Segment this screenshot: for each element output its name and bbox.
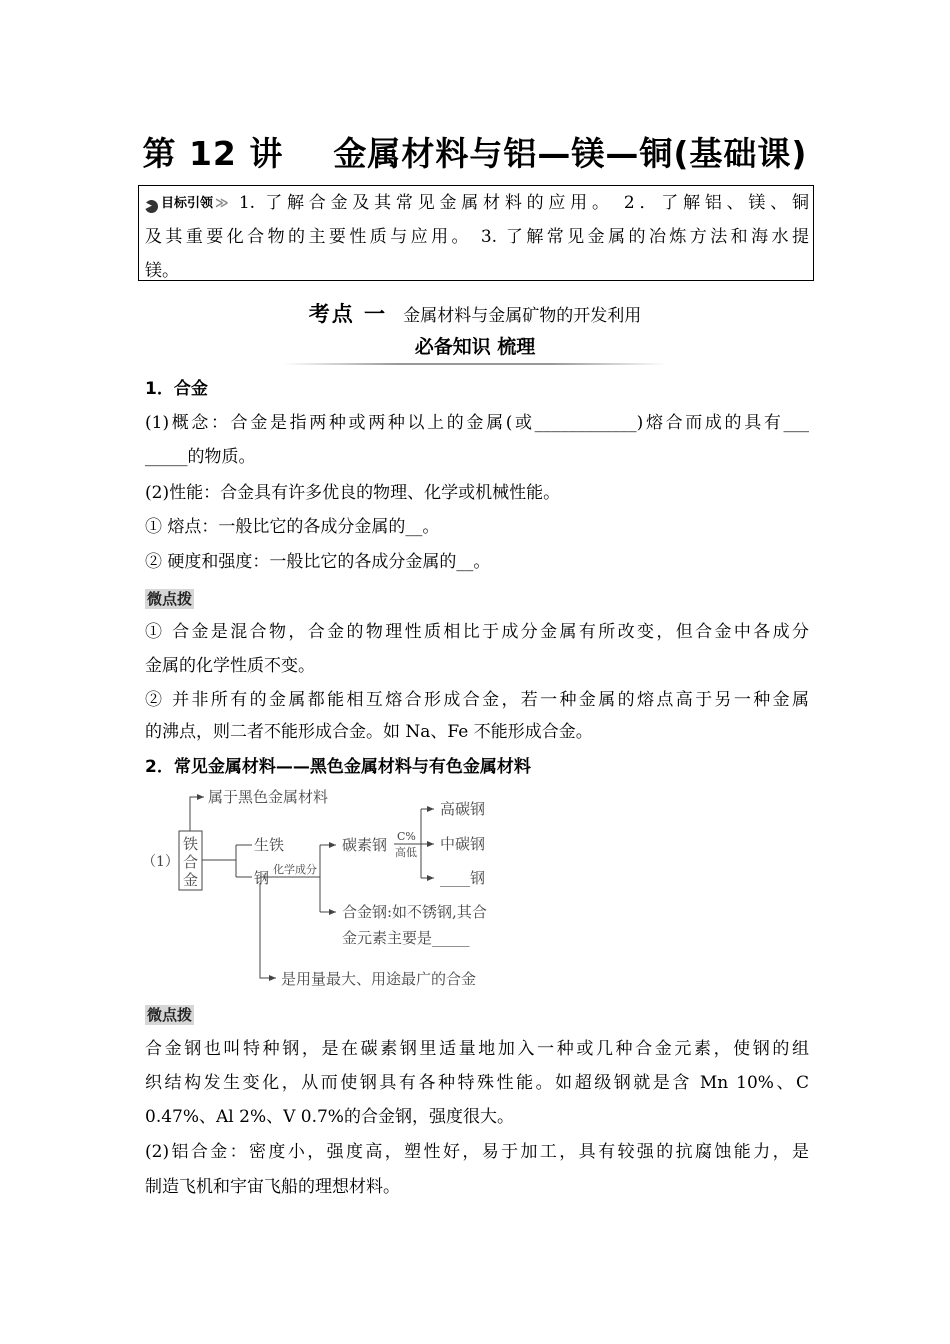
high-carbon-label: 高碳钢 [440,800,486,818]
goals-line-1: ▶ 目标引领 ≫ 1. 了解合金及其常见金属材料的应用。 2．了解铝、镁、铜 [145,186,809,221]
para-hardness: ② 硬度和强度：一般比它的各成分金属的__。 [145,552,491,572]
alloy-steel-line-1: 合金钢:如不锈钢,其合 [342,903,487,921]
low-carbon-label: ____钢 [440,869,486,887]
tip-3-line-2: 织结构发生变化，从而使钢具有各种特殊性能。如超级钢就是含 Mn 10%、C [145,1073,809,1093]
root-char-2: 合 [183,853,199,871]
heading-alloy: 1．合金 [145,379,208,399]
para-property: (2)性能：合金具有许多优良的物理、化学或机械性能。 [145,483,561,503]
tip-label: 微点拨 [147,590,193,608]
goals-line-3: 镁。 [145,261,179,281]
mid-carbon-label: 中碳钢 [440,835,486,853]
carbon-steel-label: 碳素钢 [342,836,388,854]
diagram-label: （1） [142,854,179,870]
most-used-label: 是用量最大、用途最广的合金 [281,970,477,988]
play-icon: ▶ [145,200,158,213]
goals-badge: ▶ 目标引领 ≫ [145,196,229,211]
c-percent-label: C% [397,830,416,843]
page-title: 第 12 讲 金属材料与铝—镁—铜(基础课) [142,134,808,173]
bibei-label: 必备知识 梳理 [414,336,536,358]
para-concept-1: (1)概念：合金是指两种或两种以上的金属(或____________)熔合而成的具有___ [145,413,809,433]
root-char-1: 铁 [183,835,199,853]
high-low-label: 高低 [395,846,417,859]
kaodian-label: 考点 一 [308,302,388,326]
banner-underline [283,363,667,365]
kaodian-title: 金属材料与金属矿物的开发利用 [403,306,642,326]
tip-1-line-1: ① 合金是混合物，合金的物理性质相比于成分金属有所改变，但合金中各成分 [145,622,809,642]
pig-iron-label: 生铁 [254,836,285,854]
double-chevron-icon: ≫ [215,196,229,211]
para-melting: ① 熔点：一般比它的各成分金属的__。 [145,517,440,537]
tip-2-line-1: ② 并非所有的金属都能相互熔合形成合金，若一种金属的熔点高于另一种金属 [145,690,809,710]
para-concept-2: _____的物质。 [145,447,256,467]
black-metal-label: 属于黑色金属材料 [208,788,329,806]
heading-metal-materials: 2．常见金属材料——黑色金属材料与有色金属材料 [145,757,531,777]
tip-3-line-1: 合金钢也叫特种钢，是在碳素钢里适量地加入一种或几种合金元素，使钢的组 [145,1039,809,1059]
tip-label-2: 微点拨 [147,1006,193,1024]
para-aluminum-2: 制造飞机和宇宙飞船的理想材料。 [145,1177,400,1197]
chem-comp-label: 化学成分 [273,863,317,876]
tip-3-line-3: 0.47%、Al 2%、V 0.7%的合金钢，强度很大。 [145,1107,514,1127]
tip-1-line-2: 金属的化学性质不变。 [145,656,315,676]
alloy-steel-line-2: 金元素主要是_____ [342,929,470,947]
goals-line-2: 及其重要化合物的主要性质与应用。 3. 了解常见金属的冶炼方法和海水提 [145,227,809,247]
steel-label: 钢 [254,869,270,887]
para-aluminum-1: (2)铝合金：密度小，强度高，塑性好，易于加工，具有较强的抗腐蚀能力，是 [145,1142,809,1162]
bibei-banner [283,330,667,366]
section-heading [0,298,950,328]
iron-alloy-diagram [140,785,540,995]
root-char-3: 金 [183,871,199,889]
tip-2-line-2: 的沸点，则二者不能形成合金。如 Na、Fe 不能形成合金。 [145,722,593,742]
